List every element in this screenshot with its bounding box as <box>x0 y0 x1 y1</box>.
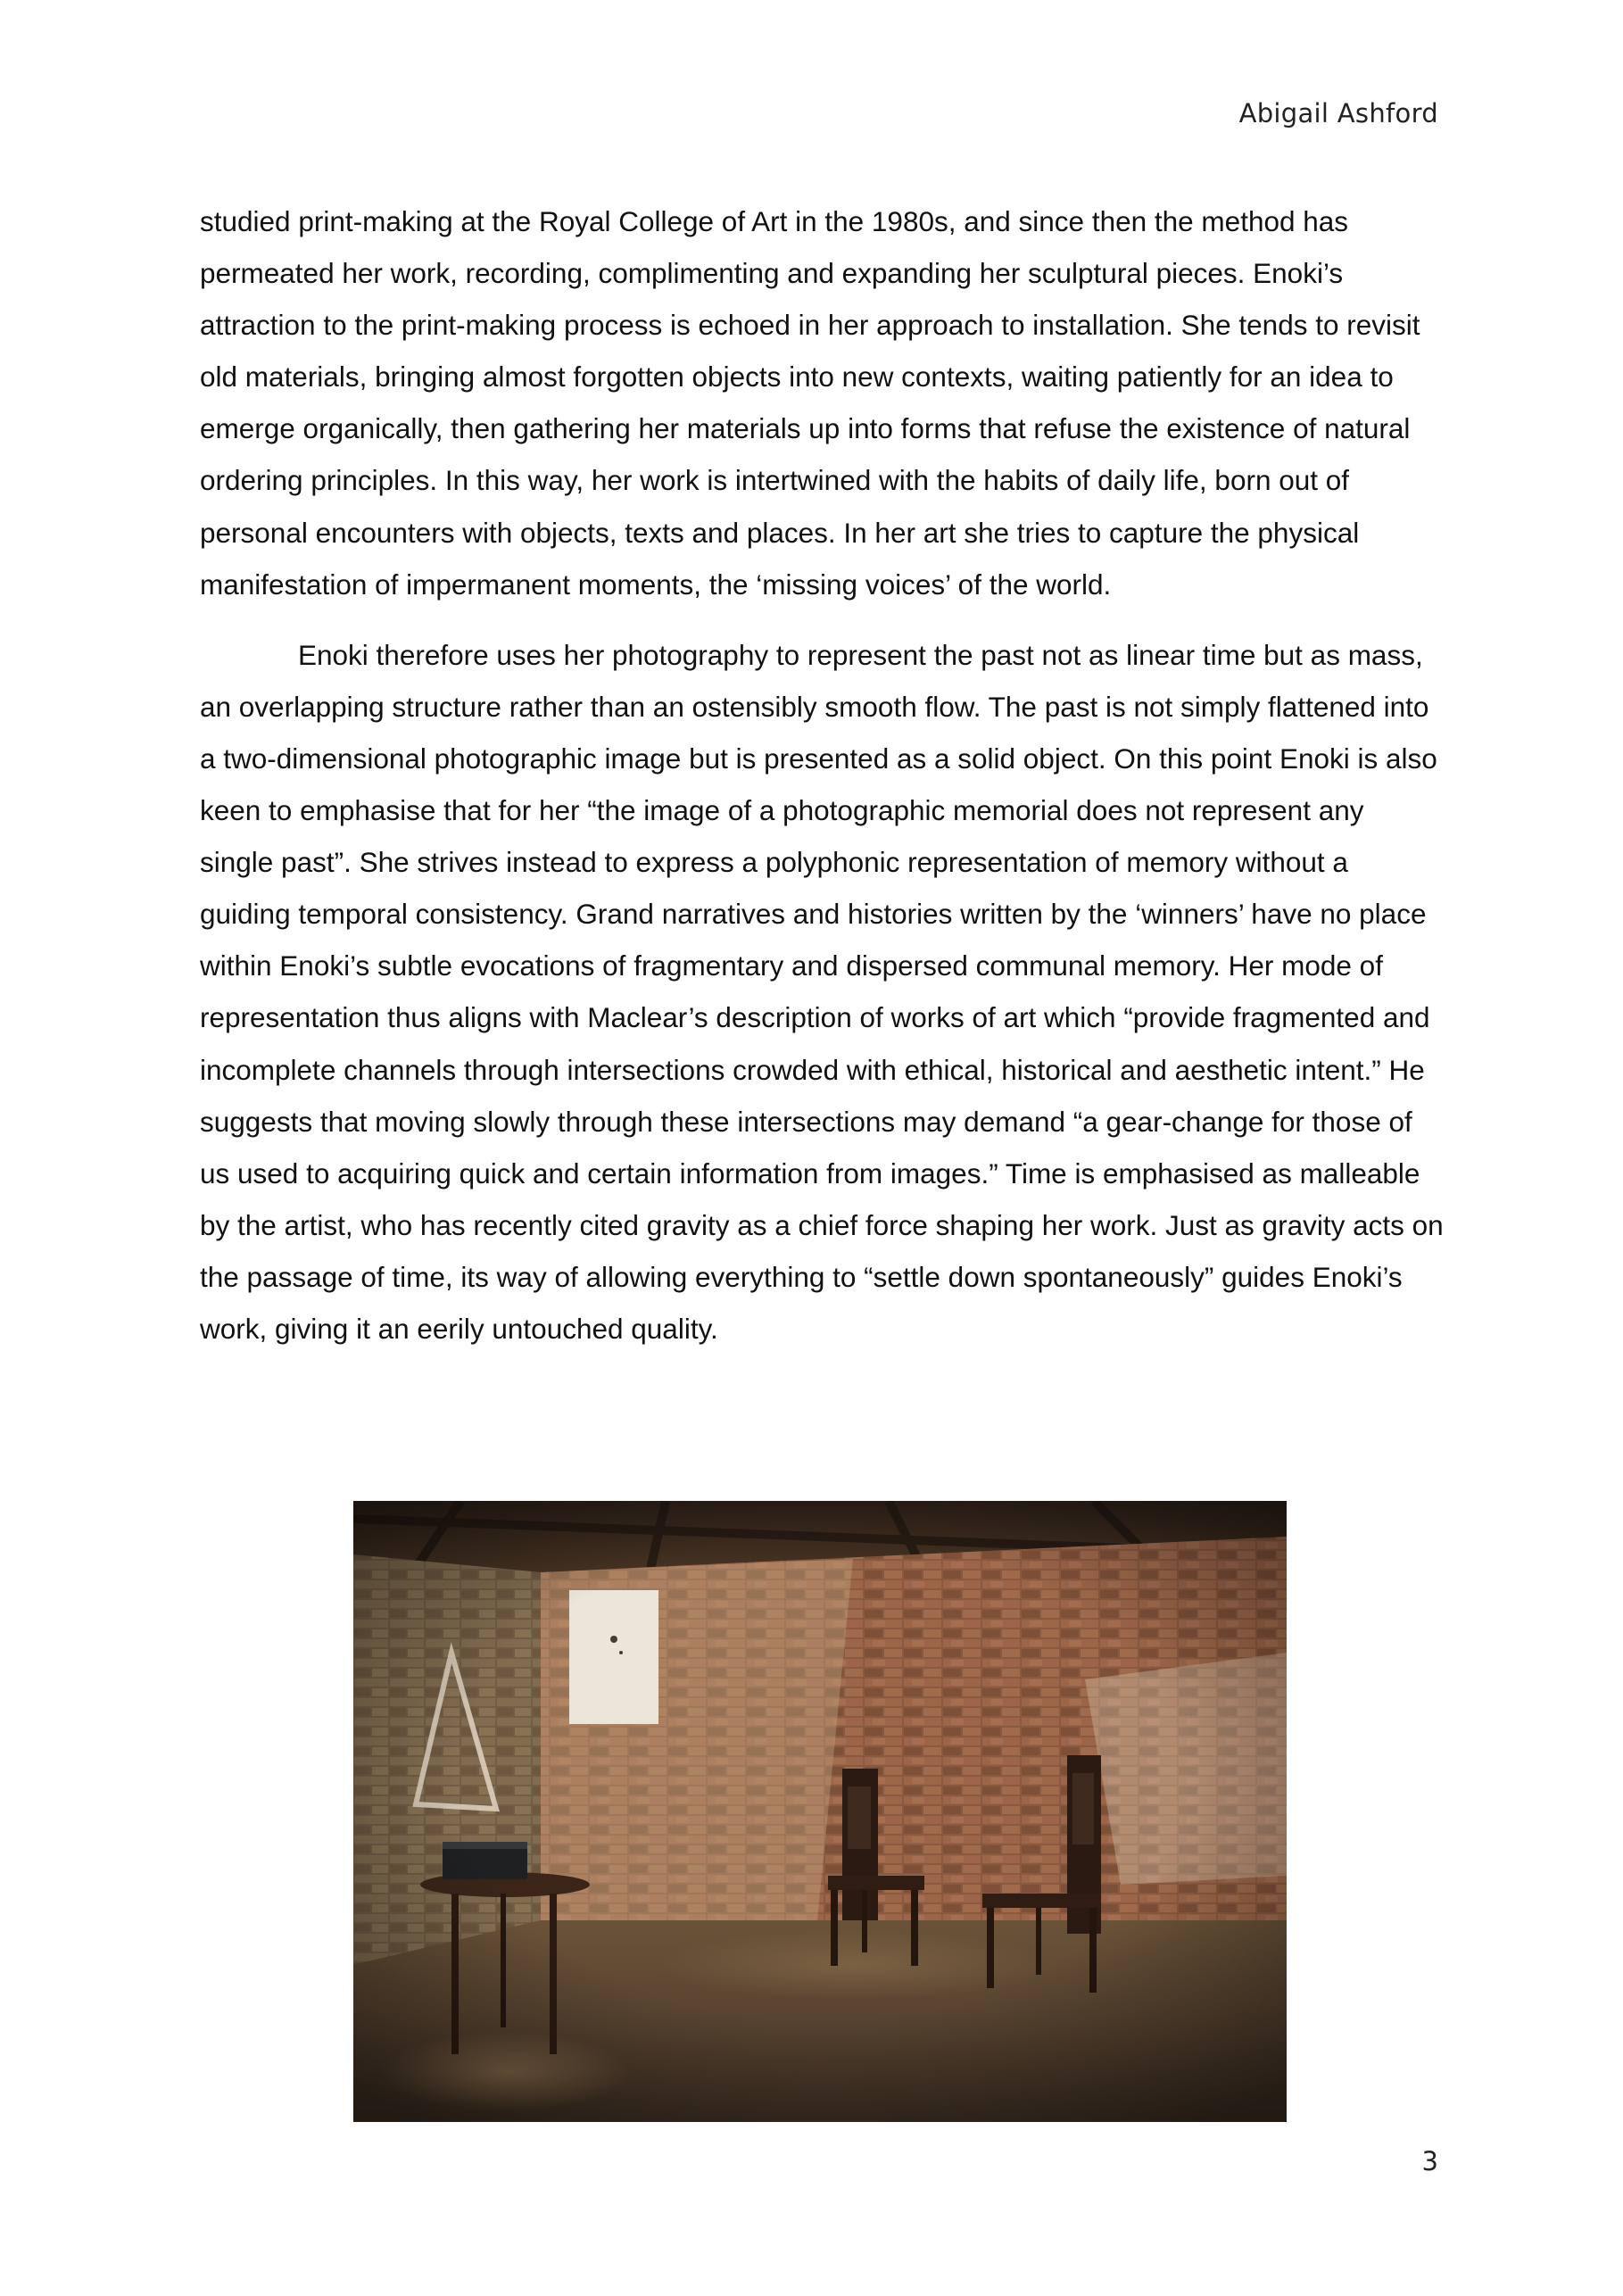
paragraph-2: Enoki therefore uses her photography to represent the past not as linear time but as mass, an overlapping structure rather than an ostensibly smooth flow. The past is not simply flattened into a two-dimensional photographic image but is presented as a solid object. On this point Enoki is also keen to emphasise that for her “the image of a photographic memorial does not represent any single past”. She strives instead to express a polyphonic representation of memory without a guiding temporal consistency. Grand narratives and histories written by the ‘winners’ have no place within Enoki’s subtle evocations of fragmentary and dispersed communal memory. Her mode of representation thus aligns with Maclear’s description of works of art which “provide fragmented and incomplete channels through intersections crowded with ethical, historical and aesthetic intent.” He suggests that moving slowly through these intersections may demand “a gear-change for those of us used to acquiring quick and certain information from images.” Time is emphasised as malleable by the artist, who has recently cited gravity as a chief force shaping her work. Just as gravity acts on the passage of time, its way of allowing everything to “settle down spontaneously” guides Enoki’s work, giving it an eerily untouched quality. <box>200 638 1444 1345</box>
paragraph-1: studied print-making at the Royal College of Art in the 1980s, and since then the method has permeated her work, recording, complimenting and expanding her sculptural pieces. Enoki’s attraction to the print-making process is echoed in her approach to installation. She tends to revisit old materials, bringing almost forgotten objects into new contexts, waiting patiently for an idea to emerge organically, then gathering her materials up into forms that refuse the existence of natural ordering principles. In this way, her work is intertwined with the habits of daily life, born out of personal encounters with objects, texts and places. In her art she tries to capture the physical manifestation of impermanent moments, the ‘missing voices’ of the world. <box>200 205 1420 601</box>
installation-photo <box>353 1501 1287 2122</box>
running-header-author: Abigail Ashford <box>1238 98 1438 128</box>
body-text <box>200 195 1445 1355</box>
page-number: 3 <box>1421 2146 1438 2176</box>
installation-photo-illustration <box>353 1501 1287 2122</box>
